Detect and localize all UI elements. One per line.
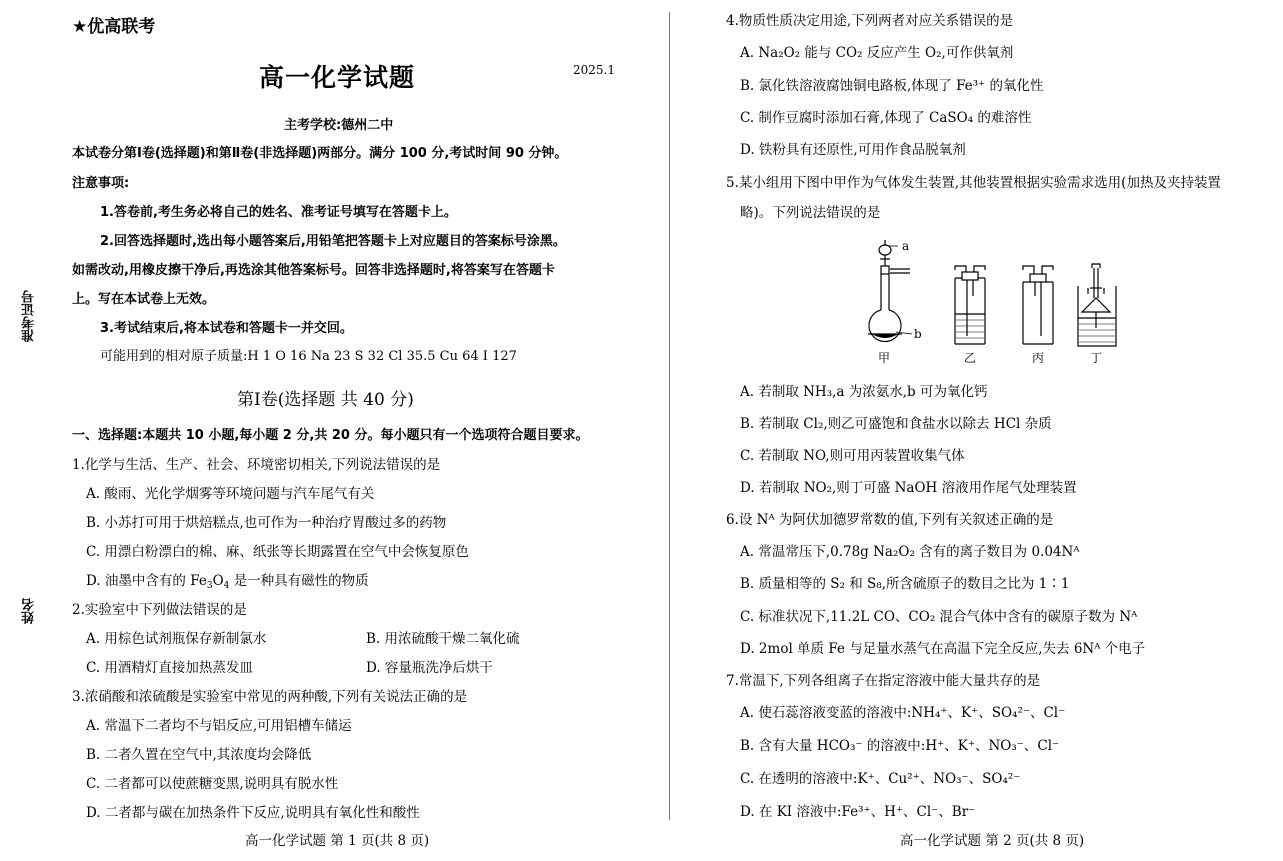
q5-option-c: C. 若制取 NO,则可用丙装置收集气体 xyxy=(740,448,965,464)
footer-left: 高一化学试题 第 1 页(共 8 页) xyxy=(245,833,430,849)
q2-option-a: A. 用棕色试剂瓶保存新制氯水 xyxy=(86,631,267,647)
q6-option-c: C. 标准状况下,11.2L CO、CO₂ 混合气体中含有的碳原子数为 Nᴬ xyxy=(740,609,1138,625)
q2-option-b: B. 用浓硫酸干燥二氧化硫 xyxy=(366,631,520,647)
q2-option-c: C. 用酒精灯直接加热蒸发皿 xyxy=(86,660,253,676)
host-school: 主考学校:德州二中 xyxy=(284,118,394,133)
q4-option-c: C. 制作豆腐时添加石膏,体现了 CaSO₄ 的难溶性 xyxy=(740,110,1032,126)
apparatus-figure xyxy=(860,236,1150,366)
q5-stem-1: 5.某小组用下图中甲作为气体发生装置,其他装置根据实验需求选用(加热及夹持装置 xyxy=(726,175,1221,191)
q7-option-a: A. 使石蕊溶液变蓝的溶液中:NH₄⁺、K⁺、SO₄²⁻、Cl⁻ xyxy=(740,705,1066,721)
q5-stem-2: 略)。下列说法错误的是 xyxy=(740,205,881,221)
q7-stem: 7.常温下,下列各组离子在指定溶液中能大量共存的是 xyxy=(726,673,1041,689)
q7-option-c: C. 在透明的溶液中:K⁺、Cu²⁺、NO₃⁻、SO₄²⁻ xyxy=(740,771,1021,787)
apparatus-ding xyxy=(1078,264,1116,346)
note-2a: 2.回答选择题时,选出每小题答案后,用铅笔把答题卡上对应题目的答案标号涂黑。 xyxy=(100,234,566,249)
notice-title: 注意事项: xyxy=(72,176,130,191)
q3-option-b: B. 二者久置在空气中,其浓度均会降低 xyxy=(86,747,312,763)
label-jia: 甲 xyxy=(878,351,891,365)
q2-stem: 2.实验室中下列做法错误的是 xyxy=(72,602,247,618)
note-2c: 上。写在本试卷上无效。 xyxy=(72,292,216,307)
section-instructions: 一、选择题:本题共 10 小题,每小题 2 分,共 20 分。每小题只有一个选项符合题目要求。 xyxy=(72,428,589,443)
exam-date: 2025.1 xyxy=(573,63,615,77)
q5-option-a: A. 若制取 NH₃,a 为浓氨水,b 可为氧化钙 xyxy=(740,384,988,400)
badge: ★优高联考 xyxy=(72,17,156,37)
apparatus-yi xyxy=(955,266,985,344)
q4-option-d: D. 铁粉具有还原性,可用作食品脱氧剂 xyxy=(740,142,966,158)
q3-stem: 3.浓硝酸和浓硫酸是实验室中常见的两种酸,下列有关说法正确的是 xyxy=(72,689,468,705)
q1-option-c: C. 用漂白粉漂白的棉、麻、纸张等长期露置在空气中会恢复原色 xyxy=(86,544,469,560)
apparatus-jia xyxy=(868,240,912,341)
page-divider xyxy=(669,12,670,820)
q3-option-d: D. 二者都与碳在加热条件下反应,说明具有氧化性和酸性 xyxy=(86,805,420,821)
q6-option-a: A. 常温常压下,0.78g Na₂O₂ 含有的离子数目为 0.04Nᴬ xyxy=(740,544,1080,560)
section-title: 第Ⅰ卷(选择题 共 40 分) xyxy=(237,390,414,410)
q2-option-d: D. 容量瓶洗净后烘干 xyxy=(366,660,493,676)
q1-option-a: A. 酸雨、光化学烟雾等环境问题与汽车尾气有关 xyxy=(86,486,375,502)
q7-option-d: D. 在 KI 溶液中:Fe³⁺、H⁺、Cl⁻、Br⁻ xyxy=(740,804,976,820)
label-bing: 丙 xyxy=(1032,351,1045,365)
label-yi: 乙 xyxy=(964,351,977,365)
intro-line: 本试卷分第Ⅰ卷(选择题)和第Ⅱ卷(非选择题)两部分。满分 100 分,考试时间 90 分钟。 xyxy=(72,146,568,161)
label-ding: 丁 xyxy=(1090,351,1103,365)
note-1: 1.答卷前,考生务必将自己的姓名、准考证号填写在答题卡上。 xyxy=(100,205,457,220)
q3-option-a: A. 常温下二者均不与铝反应,可用铝槽车储运 xyxy=(86,718,352,734)
q3-option-c: C. 二者都可以使蔗糖变黑,说明具有脱水性 xyxy=(86,776,339,792)
q4-option-a: A. Na₂O₂ 能与 CO₂ 反应产生 O₂,可作供氧剂 xyxy=(740,45,1014,61)
q6-option-b: B. 质量相等的 S₂ 和 S₈,所含硫原子的数目之比为 1∶1 xyxy=(740,576,1070,592)
q4-option-b: B. 氯化铁溶液腐蚀铜电路板,体现了 Fe³⁺ 的氧化性 xyxy=(740,78,1044,94)
page-title: 高一化学试题 xyxy=(259,63,416,92)
label-a: a xyxy=(902,239,910,253)
q1-option-b: B. 小苏打可用于烘焙糕点,也可作为一种治疗胃酸过多的药物 xyxy=(86,515,447,531)
q5-option-d: D. 若制取 NO₂,则丁可盛 NaOH 溶液用作尾气处理装置 xyxy=(740,480,1077,496)
apparatus-bing xyxy=(1023,266,1053,344)
q6-stem: 6.设 Nᴬ 为阿伏加德罗常数的值,下列有关叙述正确的是 xyxy=(726,512,1054,528)
name-label: 姓名 xyxy=(22,598,37,624)
q4-stem: 4.物质性质决定用途,下列两者对应关系错误的是 xyxy=(726,13,1014,29)
atomic-masses: 可能用到的相对原子质量:H 1 O 16 Na 23 S 32 Cl 35.5 Cu 64 I 127 xyxy=(100,349,517,364)
exam-id-label: 准考证号 xyxy=(22,290,37,342)
note-2b: 如需改动,用橡皮擦干净后,再选涂其他答案标号。回答非选择题时,将答案写在答题卡 xyxy=(72,263,555,278)
q7-option-b: B. 含有大量 HCO₃⁻ 的溶液中:H⁺、K⁺、NO₃⁻、Cl⁻ xyxy=(740,738,1060,754)
q1-stem: 1.化学与生活、生产、社会、环境密切相关,下列说法错误的是 xyxy=(72,457,441,473)
q6-option-d: D. 2mol 单质 Fe 与足量水蒸气在高温下完全反应,失去 6Nᴬ 个电子 xyxy=(740,641,1146,657)
footer-right: 高一化学试题 第 2 页(共 8 页) xyxy=(900,833,1085,849)
note-3: 3.考试结束后,将本试卷和答题卡一并交回。 xyxy=(100,321,353,336)
label-b: b xyxy=(914,327,922,341)
q5-option-b: B. 若制取 Cl₂,则乙可盛饱和食盐水以除去 HCl 杂质 xyxy=(740,416,1052,432)
q1-option-d: D. 油墨中含有的 $Fe_3O_4$ 是一种具有磁性的物质 xyxy=(86,573,369,591)
